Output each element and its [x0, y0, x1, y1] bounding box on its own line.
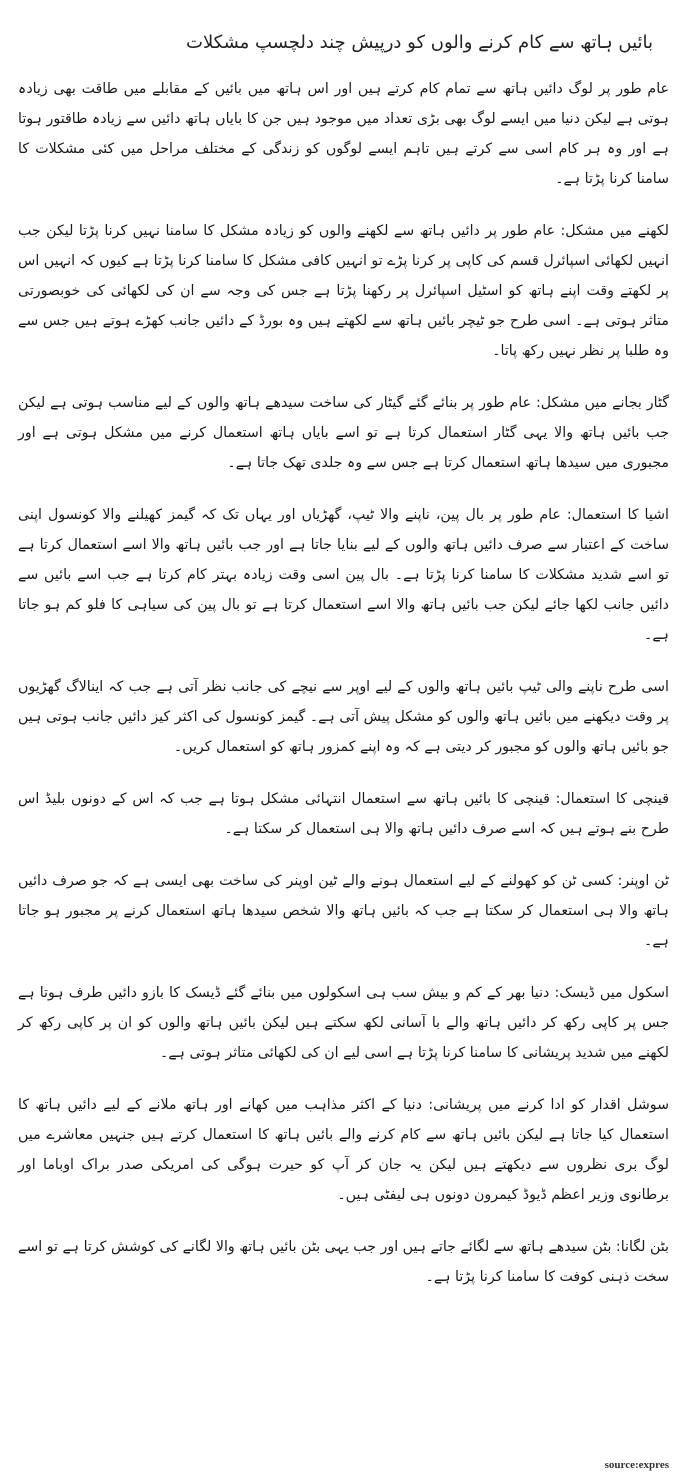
paragraph-buttons: بٹن لگانا: بٹن سیدھے ہاتھ سے لگائے جاتے ہیں اور جب یہی بٹن بائیں ہاتھ والا لگانے کی کوشش کرتا ہے تو اسے سخت ذہنی کوفت کا سامنا کرنا پڑتا ہے۔ — [18, 1239, 669, 1285]
paragraph-tin-opener: ٹن اوپنر: کسی ٹن کو کھولنے کے لیے استعمال ہونے والے ٹین اوپنر کی ساخت بھی ایسی ہے کہ جو صرف دائیں ہاتھ والا ہی استعمال کر سکتا ہے جب کہ بائیں ہاتھ والا شخص سیدھا ہاتھ استعمال کرنے پر مجبور ہو جاتا ہے۔ — [18, 873, 669, 949]
article-title: بائیں ہاتھ سے کام کرنے والوں کو درپیش چند دلچسپ مشکلات — [186, 32, 653, 53]
paragraph-guitar: گٹار بجانے میں مشکل: عام طور پر بنائے گئے گیٹار کی ساخت سیدھے ہاتھ والوں کے لیے مناسب ہوتی ہے لیکن جب بائیں ہاتھ والا یہی گٹار استعمال کرتا ہے تو اسے بایاں ہاتھ استعمال کرنے میں مشکل ہوتی ہے اور مجبوری میں سیدھا ہاتھ استعمال کرتا ہے جس سے وہ جلدی تھک جاتا ہے۔ — [18, 395, 669, 471]
paragraph-writing: لکھنے میں مشکل: عام طور پر دائیں ہاتھ سے لکھنے والوں کو زیادہ مشکل کا سامنا نہیں کرنا پڑتا لیکن جب انہیں لکھائی اسپائرل قسم کی کاپی پر کرنا پڑے تو انہیں کافی مشکل کا سامنا کرنا پڑتا ہے کیوں کہ انہیں اس پر لکھتے وقت اپنے ہاتھ کو اسٹیل اسپائرل پر رکھنا پڑتا ہے جس کی وجہ سے ان کی لکھائی کی خوبصورتی متاثر ہوتی ہے۔ اسی طرح جو ٹیچر بائیں ہاتھ سے لکھتے ہیں وہ بورڈ کے دائیں جانب کھڑے ہوتے ہیں جس سے وہ طلبا پر نظر نہیں رکھ پاتا۔ — [18, 223, 669, 359]
paragraph-school-desk: اسکول میں ڈیسک: دنیا بھر کے کم و بیش سب ہی اسکولوں میں بنائے گئے ڈیسک کا بازو دائیں طرف ہوتا ہے جس پر کاپی رکھ کر دائیں ہاتھ والے با آسانی لکھ سکتے ہیں لیکن بائیں ہاتھ والوں کو ان پر کاپی رکھ کر لکھنے میں شدید پریشانی کا سامنا کرنا پڑتا ہے اسی لیے ان کی لکھائی متاثر ہوتی ہے۔ — [18, 985, 669, 1061]
paragraph-tape-clocks: اسی طرح ناپنے والی ٹیپ بائیں ہاتھ والوں کے لیے اوپر سے نیچے کی جانب نظر آتی ہے جب کہ اینالاگ گھڑیوں پر وقت دیکھنے میں بائیں ہاتھ والوں کو مشکل پیش آتی ہے۔ گیمز کونسول کی اکثر کیز دائیں جانب ہوتی ہیں جو بائیں ہاتھ والوں کو مجبور کر دیتی ہے کہ وہ اپنے کمزور ہاتھ کو استعمال کریں۔ — [18, 679, 669, 755]
paragraph-scissors: قینچی کا استعمال: قینچی کا بائیں ہاتھ سے استعمال انتہائی مشکل ہوتا ہے جب کہ اس کے دونوں بلیڈ اس طرح بنے ہوتے ہیں کہ اسے صرف دائیں ہاتھ والا ہی استعمال کر سکتا ہے۔ — [18, 791, 669, 837]
source-credit: source:expres — [604, 1459, 669, 1471]
paragraph-intro: عام طور پر لوگ دائیں ہاتھ سے تمام کام کرتے ہیں اور اس ہاتھ میں بائیں کے مقابلے میں طاقت بھی زیادہ ہوتی ہے لیکن دنیا میں ایسے لوگ بھی بڑی تعداد میں موجود ہیں جن کا بایاں ہاتھ دائیں سے زیادہ طاقتور ہوتا ہے اور وہ ہر کام اسی سے کرتے ہیں تاہم ایسے لوگوں کو زندگی کے مختلف مراحل میں کئی مشکلات کا سامنا کرنا پڑتا ہے۔ — [18, 81, 669, 187]
paragraph-objects: اشیا کا استعمال: عام طور پر بال پین، ناپنے والا ٹیپ، گھڑیاں اور یہاں تک کہ گیمز کھیلنے والا کونسول اپنی ساخت کے اعتبار سے صرف دائیں ہاتھ والوں کے لیے بنایا جاتا ہے اور جب بائیں ہاتھ والا اسے استعمال کرتا ہے تو اسے شدید مشکلات کا سامنا کرنا پڑتا ہے۔ بال پین اسی وقت زیادہ بہتر کام کرتا ہے جب اسے بائیں سے دائیں جانب لکھا جائے لیکن جب بائیں ہاتھ والا اسے استعمال کرتا ہے تو بال پین کی سیاہی کا فلو کم ہو جاتا ہے۔ — [18, 507, 669, 643]
article — [18, 30, 669, 1314]
paragraph-social: سوشل اقدار کو ادا کرنے میں پریشانی: دنیا کے اکثر مذاہب میں کھانے اور ہاتھ ملانے کے لیے دائیں ہاتھ کا استعمال کیا جاتا ہے لیکن بائیں ہاتھ سے کام کرنے والے بائیں ہاتھ کا استعمال کرتے ہیں جنہیں معاشرے میں لوگ بری نظروں سے دیکھتے ہیں لیکن یہ جان کر آپ کو حیرت ہوگی کی امریکی صدر براک اوباما اور برطانوی وزیر اعظم ڈیوڈ کیمرون دونوں ہی لیفٹی ہیں۔ — [18, 1097, 669, 1203]
